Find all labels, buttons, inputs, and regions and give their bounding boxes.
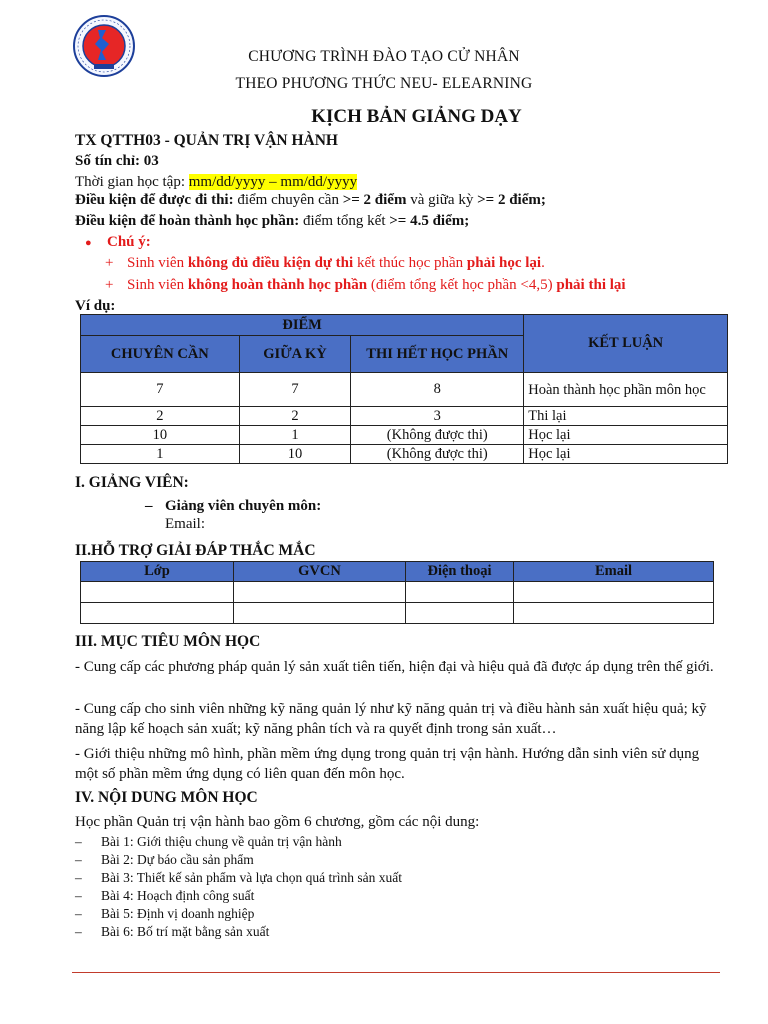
lesson-item: – Bài 2: Dự báo cầu sản phẩm xyxy=(75,852,254,867)
section-objectives-title: III. MỤC TIÊU MÔN HỌC xyxy=(75,633,261,650)
instructor-email: Email: xyxy=(165,516,205,532)
table-row: 2 2 3 Thi lại xyxy=(81,407,728,426)
table-header-final: THI HẾT HỌC PHẦN xyxy=(351,336,524,373)
note-item-1: + Sinh viên không đủ điều kiện dự thi kết thúc học phần phải học lại. xyxy=(105,255,545,271)
lesson-item: – Bài 1: Giới thiệu chung về quản trị vận hành xyxy=(75,834,342,849)
credits: Số tín chỉ: 03 xyxy=(75,153,159,169)
header-line-1: CHƯƠNG TRÌNH ĐÀO TẠO CỬ NHÂN xyxy=(248,48,520,65)
table-row xyxy=(81,582,714,603)
document-title: KỊCH BẢN GIẢNG DẠY xyxy=(311,106,522,127)
lesson-item: – Bài 5: Định vị doanh nghiệp xyxy=(75,906,255,921)
objective-paragraph-2: - Cung cấp cho sinh viên những kỹ năng quản lý như kỹ năng quản trị và điều hành sản xuất hiệu quả; kỹ năng lập kế hoạch sản xuất; kỹ năng phân tích và ra quyết định trong sản xuất… xyxy=(75,701,707,737)
example-table xyxy=(80,314,728,464)
table-row: 1 10 (Không được thi) Học lại xyxy=(81,445,728,464)
support-header-teacher: GVCN xyxy=(234,562,406,582)
note-heading: ● Chú ý: xyxy=(85,234,151,250)
table-header-attendance: CHUYÊN CẦN xyxy=(81,336,240,373)
content-intro: Học phần Quản trị vận hành bao gồm 6 chương, gồm các nội dung: xyxy=(75,814,480,830)
study-time-value: mm/dd/yyyy – mm/dd/yyyy xyxy=(188,174,358,190)
support-header-email: Email xyxy=(514,562,714,582)
note-item-2: + Sinh viên không hoàn thành học phần (điểm tổng kết học phần <4,5) phải thi lại xyxy=(105,277,626,293)
table-row xyxy=(81,603,714,624)
table-header-midterm: GIỮA KỲ xyxy=(239,336,351,373)
example-label: Ví dụ: xyxy=(75,298,116,314)
lesson-item: – Bài 3: Thiết kế sản phẩm và lựa chọn quá trình sản xuất xyxy=(75,870,402,885)
course-name: TX QTTH03 - QUẢN TRỊ VẬN HÀNH xyxy=(75,132,338,149)
section-content-title: IV. NỘI DUNG MÔN HỌC xyxy=(75,789,258,806)
support-header-phone: Điện thoại xyxy=(406,562,514,582)
section-instructor-title: I. GIẢNG VIÊN: xyxy=(75,474,189,491)
objective-paragraph-3: - Giới thiệu những mô hình, phần mềm ứng dụng trong quản trị vận hành. Hướng dẫn sinh viên sử dụng một số phần mềm ứng dụng có liên quan đến môn học. xyxy=(75,746,700,782)
footer-divider xyxy=(72,972,720,973)
section-support-title: II.HỖ TRỢ GIẢI ĐÁP THẮC MẮC xyxy=(75,542,316,559)
objective-paragraph-1: - Cung cấp các phương pháp quản lý sản xuất tiên tiến, hiện đại và hiệu quả đã được áp dụng trên thế giới. xyxy=(75,659,714,675)
support-table xyxy=(80,561,714,624)
table-header-conclusion: KẾT LUẬN xyxy=(524,315,728,373)
lesson-item: – Bài 6: Bố trí mặt bằng sản xuất xyxy=(75,924,270,939)
bullet-icon: ● xyxy=(85,237,92,249)
exam-condition: Điều kiện để được đi thi: điểm chuyên cần >= 2 điểm và giữa kỳ >= 2 điểm; xyxy=(75,192,546,208)
pass-condition: Điều kiện để hoàn thành học phần: điểm tổng kết >= 4.5 điểm; xyxy=(75,213,470,229)
plus-icon: + xyxy=(105,255,114,271)
table-group-header: ĐIỂM xyxy=(81,315,524,336)
support-header-class: Lớp xyxy=(81,562,234,582)
study-time: Thời gian học tập: mm/dd/yyyy – mm/dd/yyyy xyxy=(75,174,358,190)
plus-icon: + xyxy=(105,277,114,293)
header-line-2: THEO PHƯƠNG THỨC NEU- ELEARNING xyxy=(235,75,533,92)
instructor-subheading: – Giảng viên chuyên môn: xyxy=(145,498,322,514)
table-row: 10 1 (Không được thi) Học lại xyxy=(81,426,728,445)
table-row: 7 7 8 Hoàn thành học phần môn học xyxy=(81,373,728,407)
university-logo xyxy=(62,14,146,78)
lesson-item: – Bài 4: Hoạch định công suất xyxy=(75,888,255,903)
